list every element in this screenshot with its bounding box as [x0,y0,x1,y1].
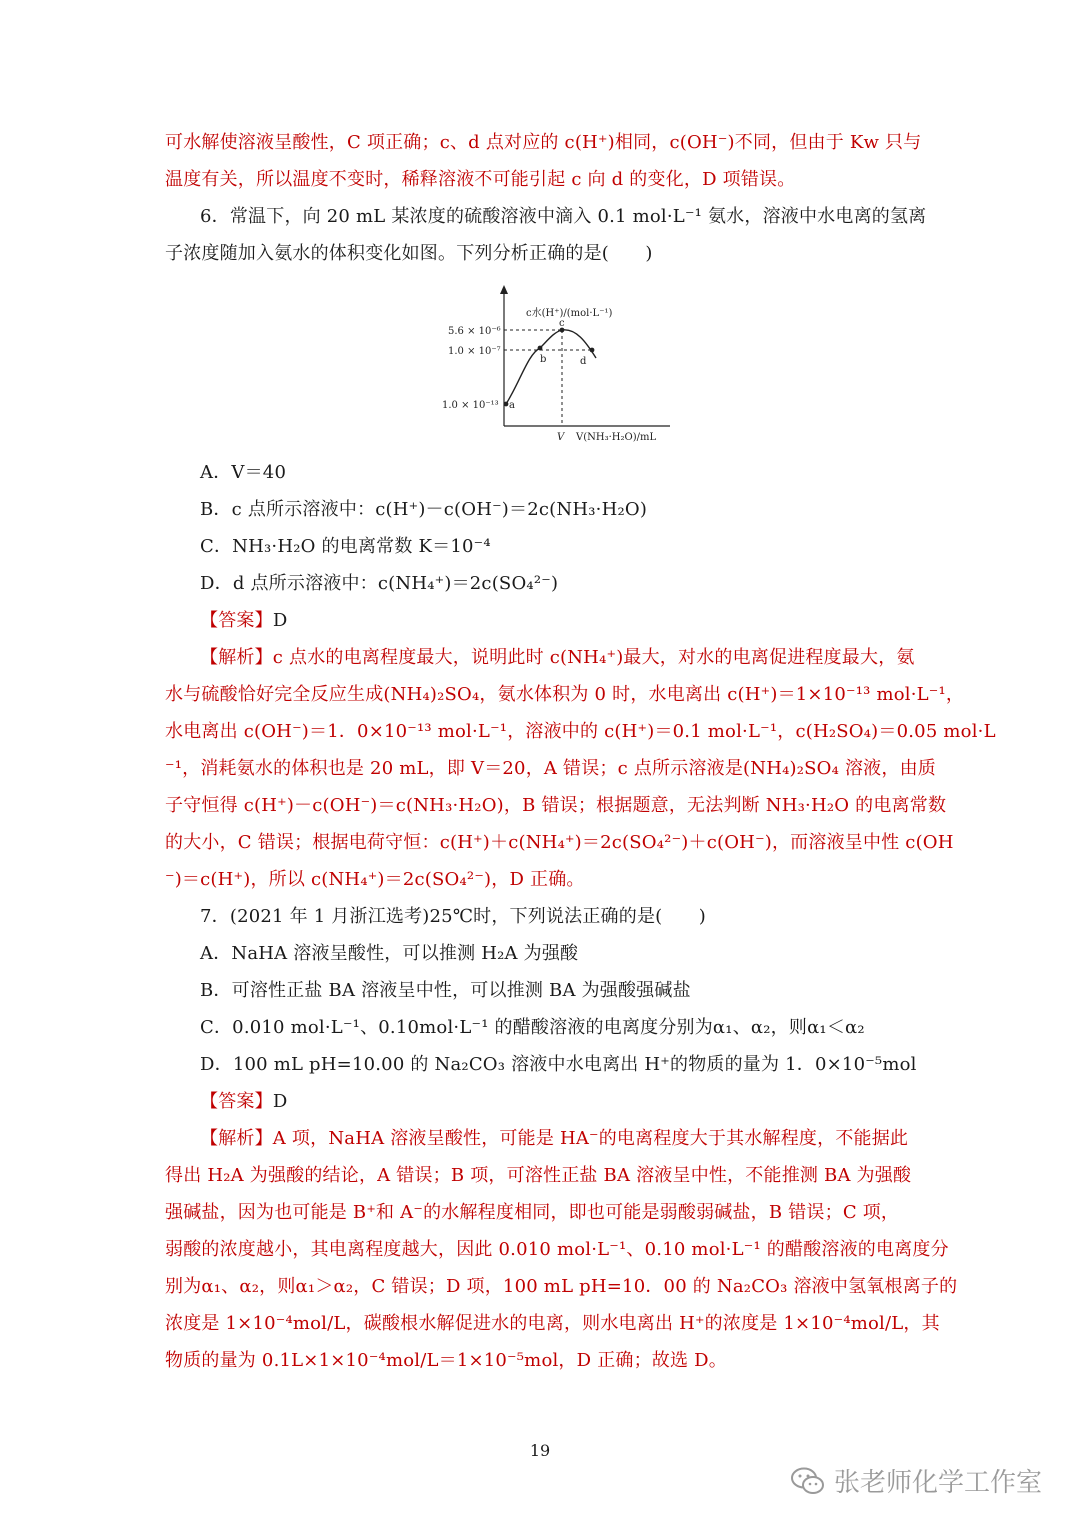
text-line: 【解析】A 项，NaHA 溶液呈酸性，可能是 HA⁻的电离程度大于其水解程度，不能据此 [200,1128,909,1149]
wechat-icon [790,1466,826,1496]
point-label-b: b [540,354,547,365]
answer-tag: 【答案】 [200,1091,273,1112]
text-line: 强碱盐，因为也可能是 B⁺和 A⁻的水解程度相同，即也可能是弱酸弱碱盐，B 错误；C 项， [165,1202,900,1223]
text-line: 可水解使溶液呈酸性，C 项正确；c、d 点对应的 c(H⁺)相同，c(OH⁻)不同，但由于 Kw 只与 [165,132,922,153]
text-line: C．0.010 mol·L⁻¹、0.10mol·L⁻¹ 的醋酸溶液的电离度分别为α₁、α₂，则α₁＜α₂ [200,1017,865,1038]
text-line: 水与硫酸恰好完全反应生成(NH₄)₂SO₄，氨水体积为 0 时，水电离出 c(H⁺)＝1×10⁻¹³ mol·L⁻¹， [165,684,965,705]
text-line: 7．(2021 年 1 月浙江选考)25℃时，下列说法正确的是( ) [200,906,707,927]
text-line: D．100 mL pH=10.00 的 Na₂CO₃ 溶液中水电离出 H⁺的物质的量为 1．0×10⁻⁵mol [200,1054,917,1075]
y-tick-label-b: 1.0 × 10⁻⁷ [448,346,501,357]
page-number: 19 [529,1441,551,1460]
text-line: C．NH₃·H₂O 的电离常数 K＝10⁻⁴ [200,536,491,557]
text-line: A．NaHA 溶液呈酸性，可以推测 H₂A 为强酸 [200,943,579,964]
x-tick-label: V [557,432,565,443]
point-label-a: a [509,400,515,411]
text-line: 的大小，C 错误；根据电荷守恒：c(H⁺)＋c(NH₄⁺)＝2c(SO₄²⁻)＋c(OH⁻)，而溶液呈中性 c(OH [165,832,954,853]
text-line: D．d 点所示溶液中：c(NH₄⁺)＝2c(SO₄²⁻) [200,573,559,594]
text-line: 浓度是 1×10⁻⁴mol/L，碳酸根水解促进水的电离，则水电离出 H⁺的浓度是 1×10⁻⁴mol/L，其 [165,1313,940,1334]
watermark [790,1462,1042,1499]
text-line: 【解析】c 点水的电离程度最大，说明此时 c(NH₄⁺)最大，对水的电离促进程度最大，氨 [200,647,915,668]
text-line: 子守恒得 c(H⁺)－c(OH⁻)＝c(NH₃·H₂O)，B 错误；根据题意，无法判断 NH₃·H₂O 的电离常数 [165,795,947,816]
x-axis-label: V(NH₃·H₂O)/mL [576,432,657,443]
text-line: 得出 H₂A 为强酸的结论，A 错误；B 项，可溶性正盐 BA 溶液呈中性，不能推测 BA 为强酸 [165,1165,912,1186]
text-line: 6．常温下，向 20 mL 某浓度的硫酸溶液中滴入 0.1 mol·L⁻¹ 氨水，溶液中水电离的氢离 [200,206,927,227]
text-line: ⁻¹，消耗氨水的体积也是 20 mL，即 V＝20，A 错误；c 点所示溶液是(NH₄)₂SO₄ 溶液，由质 [165,758,936,779]
text-line: 弱酸的浓度越小，其电离程度越大，因此 0.010 mol·L⁻¹、0.10 mol·L⁻¹ 的醋酸溶液的电离度分 [165,1239,949,1260]
point-a [504,402,509,407]
text-line [200,609,287,633]
text-line: 温度有关，所以温度不变时，稀释溶液不可能引起 c 向 d 的变化，D 项错误。 [165,169,796,190]
text-line [200,1090,287,1114]
y-tick-label-c: 5.6 × 10⁻⁶ [448,326,501,337]
answer-value: D [272,1091,288,1112]
concentration-curve-figure [420,282,680,450]
text-line: ⁻)＝c(H⁺)，所以 c(NH₄⁺)＝2c(SO₄²⁻)，D 正确。 [165,869,585,890]
answer-tag: 【答案】 [200,610,273,631]
watermark-text: 张老师化学工作室 [834,1468,1043,1498]
text-line: B．c 点所示溶液中：c(H⁺)－c(OH⁻)＝2c(NH₃·H₂O) [200,499,648,520]
text-line: 水电离出 c(OH⁻)＝1．0×10⁻¹³ mol·L⁻¹，溶液中的 c(H⁺)＝0.1 mol·L⁻¹，c(H₂SO₄)＝0.05 mol·L [165,721,996,742]
y-axis-label: c水(H⁺)/(mol·L⁻¹) [526,308,613,319]
point-label-c: c [559,318,565,329]
text-line: A．V＝40 [200,462,287,483]
point-d [590,348,595,353]
answer-value: D [272,610,288,631]
y-tick-label-a: 1.0 × 10⁻¹³ [442,400,499,411]
text-line: 别为α₁、α₂，则α₁＞α₂，C 错误；D 项，100 mL pH=10．00 的 Na₂CO₃ 溶液中氢氧根离子的 [165,1276,958,1297]
point-b [538,346,543,351]
text-line: 物质的量为 0.1L×1×10⁻⁴mol/L＝1×10⁻⁵mol，D 正确；故选 D。 [165,1350,727,1371]
text-line: B．可溶性正盐 BA 溶液呈中性，可以推测 BA 为强酸强碱盐 [200,980,691,1001]
text-line: 子浓度随加入氨水的体积变化如图。下列分析正确的是( ) [165,243,653,264]
y-axis-arrow [500,285,508,294]
point-label-d: d [580,356,587,367]
